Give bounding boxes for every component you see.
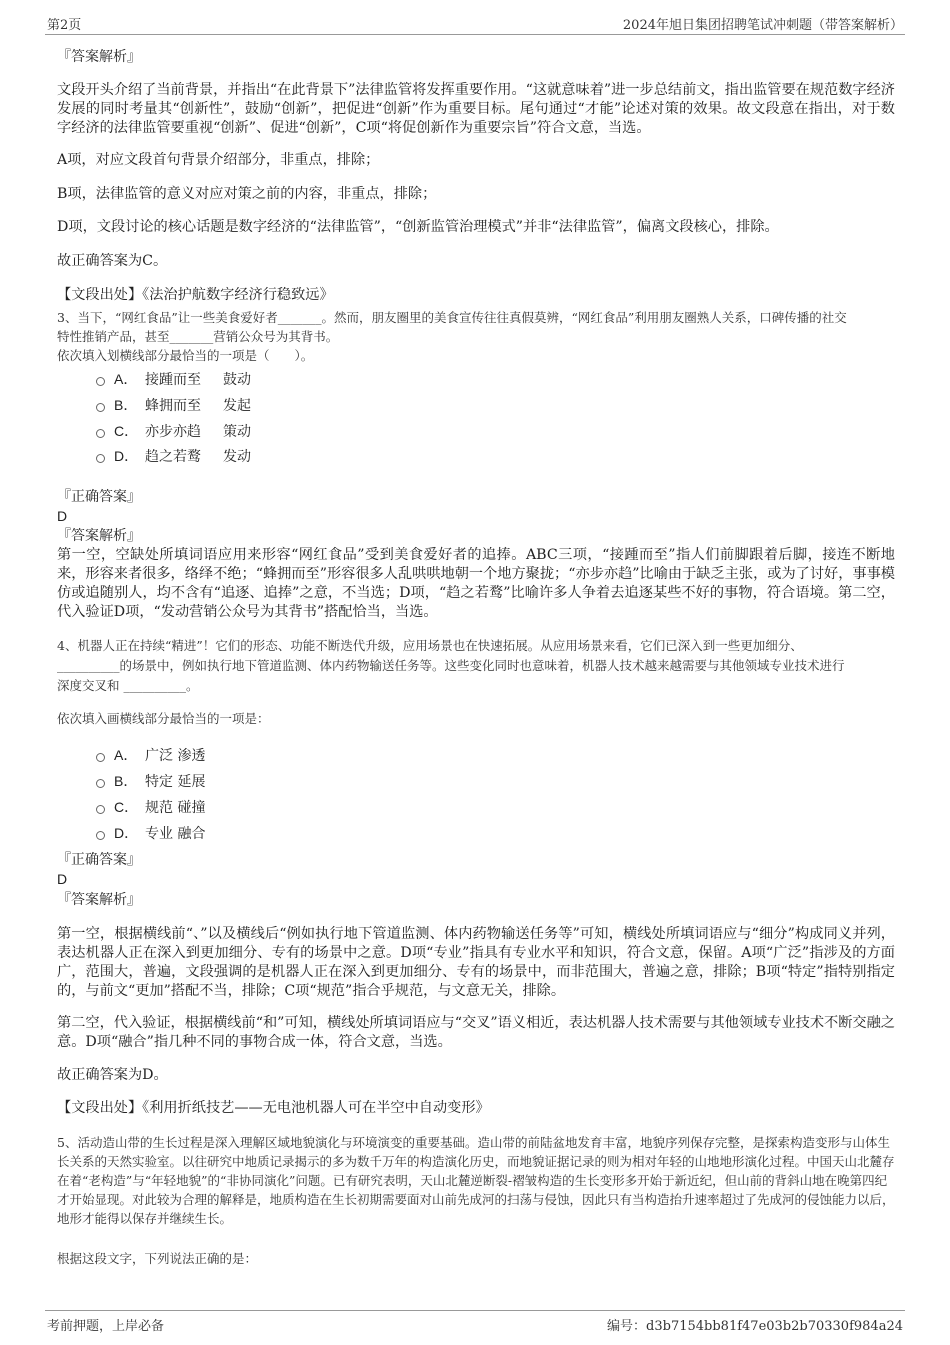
q3-option-b[interactable]: B． 蜂拥而至 发起: [96, 395, 251, 415]
q4-correct-label: 『正确答案』: [57, 852, 141, 868]
q3-option-c[interactable]: C． 亦步亦趋 策动: [96, 421, 251, 441]
document-code: 编号：d3b7154bb81f47e03b2b70330f984a24: [607, 1319, 903, 1334]
q3-prompt: 依次填入划横线部分最恰当的一项是（ ）。: [57, 348, 314, 363]
q3-correct-label: 『正确答案』: [57, 489, 141, 505]
radio-icon[interactable]: [96, 429, 105, 438]
q4-stem-line2: __________的场景中，例如执行地下管道监测、体内药物输送任务等。这些变化同时也意味着，机器人技术越来越需要与其他领域专业技术进行: [57, 658, 845, 673]
q4-option-b[interactable]: B． 特定 延展: [96, 771, 205, 791]
q4-analysis-para1: 第一空，根据横线前“、”以及横线后“例如执行地下管道监测、体内药物输送任务等”可知，横线处所填词语应与“细分”构成同义并列，表达机器人正在深入到更加细分、专有的场景中之意。D项“专业”指具有专业水平和知识，符合文意，保留。A项“广泛”指涉及的方面广，范围大，普遍，文段强调的是机器人正在深入到更加细分、专有的场景中，而非范围大，普遍之意，排除；B项“特定”指特别指定的，与前文“更加”搭配不当，排除；C项“规范”指合乎规范，与文意无关，排除。: [57, 926, 895, 999]
q3-stem-line2: 特性推销产品，甚至_______营销公众号为其背书。: [57, 329, 339, 344]
page-header: [45, 14, 905, 35]
q2-source: 【文段出处】《法治护航数字经济行稳致远》: [57, 287, 334, 303]
q3-analysis-label: 『答案解析』: [57, 528, 141, 544]
q3-stem-line1: 3、当下，“网红食品”让一些美食爱好者_______。然而，朋友圈里的美食宣传往往真假莫辨，“网红食品”利用朋友圈熟人关系，口碑传播的社交: [57, 310, 847, 325]
q4-stem-line1: 4、机器人正在持续“精进”！它们的形态、功能不断迭代升级，应用场景也在快速拓展。从应用场景来看，它们已深入到一些更加细分、: [57, 638, 803, 653]
q2-option-b-note: B项，法律监管的意义对应对策之前的内容，非重点，排除；: [57, 186, 437, 202]
q5-prompt: 根据这段文字，下列说法正确的是：: [57, 1251, 258, 1266]
radio-icon[interactable]: [96, 377, 105, 386]
radio-icon[interactable]: [96, 831, 105, 840]
q4-stem-line3: 深度交叉和 __________。: [57, 678, 199, 693]
q2-option-d-note: D项，文段讨论的核心话题是数字经济的“法律监管”，“创新监管治理模式”并非“法律监管”，偏离文段核心，排除。: [57, 219, 779, 235]
q4-conclusion: 故正确答案为D。: [57, 1067, 168, 1083]
page-number: 第2页: [47, 18, 82, 33]
q4-option-a[interactable]: A． 广泛 渗透: [96, 745, 205, 765]
q2-analysis-label: 『答案解析』: [57, 49, 141, 65]
q2-analysis-para: 文段开头介绍了当前背景，并指出“在此背景下”法律监管将发挥重要作用。“这就意味着”进一步总结前文，指出监管要在规范数字经济发展的同时考量其“创新性”，鼓励“创新”，把促进“创新”作为重要目标。尾句通过“才能”论述对策的效果。故文段意在指出，对于数字经济的法律监管要重视“创新”、促进“创新”，C项“将促创新作为重要宗旨”符合文意，当选。: [57, 82, 895, 136]
q4-answer: D: [57, 871, 68, 887]
q2-conclusion: 故正确答案为C。: [57, 253, 168, 269]
q3-option-a[interactable]: A． 接踵而至 鼓动: [96, 369, 251, 389]
document-title: 2024年旭日集团招聘笔试冲刺题（带答案解析）: [622, 18, 903, 33]
q4-option-c[interactable]: C． 规范 碰撞: [96, 797, 205, 817]
q3-answer: D: [57, 508, 68, 524]
radio-icon[interactable]: [96, 403, 105, 412]
radio-icon[interactable]: [96, 805, 105, 814]
radio-icon[interactable]: [96, 454, 105, 463]
q3-option-d[interactable]: D． 趋之若鹜 发动: [96, 446, 251, 466]
radio-icon[interactable]: [96, 753, 105, 762]
q2-option-a-note: A项，对应文段首句背景介绍部分，非重点，排除；: [57, 152, 380, 168]
page-footer: [45, 1310, 905, 1335]
q4-analysis-para2: 第二空，代入验证，根据横线前“和”可知，横线处所填词语应与“交叉”语义相近，表达机器人技术需要与其他领域专业技术不断交融之意。D项“融合”指几种不同的事物合成一体，符合文意，当选。: [57, 1015, 895, 1050]
q4-option-d[interactable]: D． 专业 融合: [96, 823, 205, 843]
radio-icon[interactable]: [96, 779, 105, 788]
q4-prompt: 依次填入画横线部分最恰当的一项是：: [57, 711, 270, 726]
q4-analysis-label: 『答案解析』: [57, 892, 141, 908]
footer-slogan: 考前押题，上岸必备: [47, 1319, 165, 1334]
q4-source: 【文段出处】《利用折纸技艺——无电池机器人可在半空中自动变形》: [57, 1100, 490, 1116]
q5-stem: 5、活动造山带的生长过程是深入理解区域地貌演化与环境演变的重要基础。造山带的前陆盆地发育丰富，地貌序列保存完整，是探索构造变形与山体生长关系的天然实验室。以往研究中地质记录揭示的多为数千万年的构造演化历史，而地貌证据记录的则为相对年轻的山地地形演化过程。中国天山北麓存在着“老构造”与“年轻地貌”的“非协同演化”问题。已有研究表明，天山北麓逆断裂-褶皱构造的生长变形多开始于新近纪，但山前的背斜山地在晚第四纪才开始显现。对此较为合理的解释是，地质构造在生长初期需要面对山前先成河的扫荡与侵蚀，因此只有当构造抬升速率超过了先成河的侵蚀能力以后，地形才能得以保存并继续生长。: [57, 1135, 895, 1226]
q3-analysis: 第一空，空缺处所填词语应用来形容“网红食品”受到美食爱好者的追捧。ABC三项，“接踵而至”指人们前脚跟着后脚，接连不断地来，形容来者很多，络绎不绝；“蜂拥而至”形容很多人乱哄哄地朝一个地方聚拢；“亦步亦趋”比喻由于缺乏主张，或为了讨好，事事模仿或追随别人，均不含有“追逐、追捧”之意，不当选；D项，“趋之若鹜”比喻许多人争着去追逐某些不好的事物，符合语境。第二空，代入验证D项，“发动营销公众号为其背书”搭配恰当，当选。: [57, 547, 895, 620]
